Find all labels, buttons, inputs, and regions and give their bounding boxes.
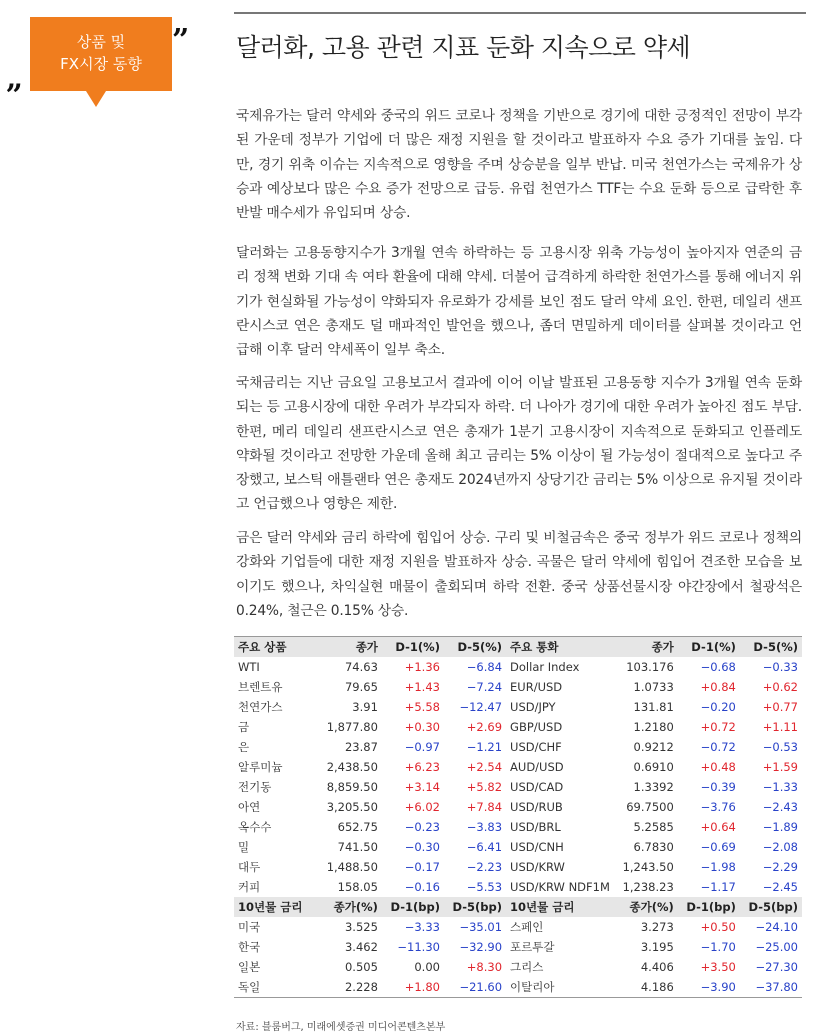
row-label: 금 — [238, 720, 250, 734]
column-header: D-1(%) — [678, 637, 740, 658]
cell-value: +5.58 — [404, 700, 440, 714]
row-label: USD/JPY — [510, 700, 556, 714]
cell-value: 741.50 — [337, 840, 378, 854]
cell-value: +0.62 — [762, 680, 798, 694]
cell-value: 23.87 — [344, 740, 378, 754]
row-label: 독일 — [234, 977, 318, 998]
page-title: 달러화, 고용 관련 지표 둔화 지속으로 약세 — [236, 33, 691, 62]
cell-value: −37.80 — [740, 977, 802, 998]
row-label: 전기동 — [238, 780, 272, 794]
row-label: GBP/USD — [510, 720, 563, 734]
cell-value: +1.36 — [404, 660, 440, 674]
cell-value: +1.43 — [404, 680, 440, 694]
paragraph-treasury: 국채금리는 지난 금요일 고용보고서 결과에 이어 이날 발표된 고용동향 지수가 3개월 연속 둔화되는 등 고용시장에 대한 우려가 부각되자 하락. 더 나아가 경기에 대한 우려가 높아진 점도 부담. 한편, 메리 데일리 샌프란시스코 연은 총재가 1분기 고용시장이 지속적으로 둔화되고 인플레도 약화될 것이라고 전망한 가운데 올해 최고 금리는 5% 이상이 될 가능성이 절대적으로 높다고 주장했고, 보스틱 애틀랜타 연은 총재도 2024년까지 상당기간 금리는 5% 이상으로 유지될 것이라고 언급했으나 영향은 제한. — [236, 375, 802, 513]
table-header-row — [234, 637, 802, 658]
cell-value: −0.69 — [700, 840, 736, 854]
table-row — [234, 757, 802, 777]
cell-value: 131.81 — [633, 700, 674, 714]
cell-value: −2.29 — [762, 860, 798, 874]
cell-value: 0.6910 — [633, 760, 674, 774]
cell-value: +1.80 — [382, 977, 444, 998]
cell-value: −1.33 — [762, 780, 798, 794]
column-header: 주요 상품 — [234, 637, 318, 658]
cell-value: 69.7500 — [626, 800, 674, 814]
cell-value: +2.54 — [466, 760, 503, 774]
cell-value: 1,238.23 — [622, 880, 674, 894]
column-header: D-1(bp) — [678, 897, 740, 917]
cell-value: 1,877.80 — [326, 720, 378, 734]
cell-value: −0.97 — [404, 740, 440, 754]
cell-value: +1.59 — [762, 760, 798, 774]
cell-value: 0.505 — [344, 960, 378, 974]
row-label: 아연 — [238, 800, 261, 814]
cell-value: 652.75 — [337, 820, 378, 834]
column-header: D-1(%) — [382, 637, 444, 658]
cell-value: −0.30 — [404, 840, 440, 854]
cell-value: −2.45 — [762, 880, 798, 894]
row-label: 그리스 — [510, 960, 544, 974]
cell-value: −0.53 — [762, 740, 798, 754]
cell-value: −6.41 — [466, 840, 503, 854]
row-label: USD/RUB — [510, 800, 563, 814]
column-header: 10년물 금리 — [234, 897, 318, 917]
table-row — [234, 777, 802, 797]
cell-value: +0.50 — [700, 920, 736, 934]
cell-value: 2,438.50 — [326, 760, 378, 774]
row-label: Dollar Index — [510, 660, 580, 674]
table-row — [234, 917, 802, 937]
column-header: 종가 — [614, 637, 678, 658]
cell-value: −1.21 — [466, 740, 503, 754]
cell-value: +3.50 — [700, 960, 736, 974]
row-label: USD/KRW — [510, 860, 565, 874]
cell-value: +7.84 — [466, 800, 503, 814]
cell-value: 158.05 — [337, 880, 378, 894]
table-row — [234, 797, 802, 817]
row-label: 은 — [238, 740, 250, 754]
cell-value: −32.90 — [459, 940, 503, 954]
row-label: 커피 — [238, 880, 261, 894]
table-row — [234, 737, 802, 757]
cell-value: 1.3392 — [633, 780, 674, 794]
row-label: USD/CAD — [510, 780, 564, 794]
cell-value: −3.83 — [466, 820, 503, 834]
cell-value: +6.02 — [404, 800, 440, 814]
cell-value: 0.9212 — [633, 740, 674, 754]
cell-value: +8.30 — [466, 960, 503, 974]
cell-value: −1.17 — [700, 880, 736, 894]
cell-value: −25.00 — [755, 940, 798, 954]
cell-value: 79.65 — [344, 680, 378, 694]
cell-value: +3.14 — [404, 780, 440, 794]
cell-value: +0.72 — [700, 720, 736, 734]
cell-value: 1.2180 — [633, 720, 674, 734]
row-label: USD/BRL — [510, 820, 561, 834]
table-header-row — [234, 897, 802, 917]
table-row — [234, 857, 802, 877]
cell-value: −2.23 — [466, 860, 503, 874]
table-row — [234, 837, 802, 857]
row-label: AUD/USD — [510, 760, 564, 774]
cell-value: −6.84 — [466, 660, 503, 674]
cell-value: 5.2585 — [633, 820, 674, 834]
cell-value: −1.98 — [700, 860, 736, 874]
row-label: 일본 — [238, 960, 261, 974]
cell-value: −11.30 — [397, 940, 440, 954]
cell-value: 4.406 — [640, 960, 674, 974]
row-label: 한국 — [238, 940, 261, 954]
column-header: D-5(%) — [444, 637, 506, 658]
row-label: 옥수수 — [238, 820, 272, 834]
paragraph-metals: 금은 달러 약세와 금리 하락에 힘입어 상승. 구리 및 비철금속은 중국 정부가 위드 코로나 정책의 강화와 기업들에 대한 재정 지원을 발표하자 상승. 곡물은 달러 약세에 힘입어 견조한 모습을 보이기도 했으나, 차익실현 매물이 출회되며 하락 전환. 중국 상품선물시장 야간장에서 철광석은 0.24%, 철근은 0.15% 상승. — [236, 530, 802, 619]
row-label: 밀 — [238, 840, 250, 854]
cell-value: 3.91 — [352, 700, 378, 714]
column-header: D-1(bp) — [382, 897, 444, 917]
cell-value: −24.10 — [755, 920, 798, 934]
cell-value: −3.90 — [678, 977, 740, 998]
cell-value: −0.20 — [700, 700, 736, 714]
row-label: 스페인 — [510, 920, 544, 934]
cell-value: 1.0733 — [633, 680, 674, 694]
column-header: 주요 통화 — [506, 637, 614, 658]
row-label: USD/KRW NDF1M — [510, 880, 610, 894]
column-header: 종가(%) — [318, 897, 382, 917]
section-badge — [30, 17, 172, 91]
table-row — [234, 877, 802, 897]
row-label: 포르투갈 — [510, 940, 555, 954]
market-table — [234, 636, 802, 998]
column-header: D-5(bp) — [740, 897, 802, 917]
table-row — [234, 977, 802, 998]
cell-value: −3.76 — [700, 800, 736, 814]
cell-value: +5.82 — [466, 780, 503, 794]
badge-line1: 상품 및 — [76, 33, 126, 51]
cell-value: −7.24 — [466, 680, 503, 694]
source-note: 자료: 블룸버그, 미래에셋증권 미디어콘텐츠본부 — [236, 1022, 446, 1033]
table-row — [234, 677, 802, 697]
row-label: 브렌트유 — [238, 680, 283, 694]
cell-value: −2.08 — [762, 840, 798, 854]
cell-value: −3.33 — [404, 920, 440, 934]
cell-value: 2.228 — [318, 977, 382, 998]
column-header: 종가 — [318, 637, 382, 658]
row-label: USD/CNH — [510, 840, 564, 854]
row-label: 알루미늄 — [238, 760, 283, 774]
title-rule — [234, 12, 806, 14]
cell-value: +0.64 — [700, 820, 736, 834]
cell-value: 3,205.50 — [326, 800, 378, 814]
cell-value: −0.16 — [404, 880, 440, 894]
badge-line2: FX시장 동향 — [60, 55, 142, 73]
cell-value: 6.7830 — [633, 840, 674, 854]
column-header: 종가(%) — [614, 897, 678, 917]
cell-value: −12.47 — [459, 700, 503, 714]
cell-value: −0.23 — [404, 820, 440, 834]
cell-value: −27.30 — [755, 960, 798, 974]
cell-value: +1.11 — [762, 720, 798, 734]
row-label: 이탈리아 — [506, 977, 614, 998]
cell-value: −1.70 — [700, 940, 736, 954]
badge-pointer — [86, 91, 106, 107]
close-quote-icon: ” — [172, 23, 190, 58]
cell-value: 1,243.50 — [622, 860, 674, 874]
table-row — [234, 937, 802, 957]
cell-value: 3.273 — [640, 920, 674, 934]
table-row — [234, 957, 802, 977]
cell-value: −35.01 — [459, 920, 503, 934]
cell-value: −2.43 — [762, 800, 798, 814]
cell-value: −1.89 — [762, 820, 798, 834]
row-label: 미국 — [238, 920, 261, 934]
column-header: 10년물 금리 — [506, 897, 614, 917]
paragraph-oil: 국제유가는 달러 약세와 중국의 위드 코로나 정책을 기반으로 경기에 대한 긍정적인 전망이 부각된 가운데 정부가 기업에 더 많은 재정 지원을 할 것이라고 발표하자 수요 증가 기대를 높임. 다만, 경기 위축 이슈는 지속적으로 영향을 주며 상승분을 일부 반납. 미국 천연가스는 국제유가 상승과 예상보다 많은 수요 증가 전망으로 급등. 유럽 천연가스 TTF는 수요 둔화 등으로 급락한 후 반발 매수세가 유입되며 상승. — [236, 108, 802, 222]
cell-value: 1,488.50 — [326, 860, 378, 874]
table-row — [234, 817, 802, 837]
cell-value: −5.53 — [466, 880, 503, 894]
cell-value: 103.176 — [626, 660, 674, 674]
cell-value: −21.60 — [444, 977, 506, 998]
row-label: 대두 — [238, 860, 261, 874]
cell-value: −0.17 — [404, 860, 440, 874]
row-label: USD/CHF — [510, 740, 562, 754]
cell-value: −0.72 — [700, 740, 736, 754]
cell-value: +2.69 — [466, 720, 503, 734]
cell-value: −0.68 — [700, 660, 736, 674]
cell-value: +0.30 — [404, 720, 440, 734]
column-header: D-5(bp) — [444, 897, 506, 917]
row-label: 천연가스 — [238, 700, 283, 714]
table-row — [234, 657, 802, 677]
table-row — [234, 697, 802, 717]
column-header: D-5(%) — [740, 637, 802, 658]
cell-value: −0.39 — [700, 780, 736, 794]
cell-value: 8,859.50 — [326, 780, 378, 794]
cell-value: +0.48 — [700, 760, 736, 774]
open-quote-icon: „ — [6, 61, 24, 96]
table-row — [234, 717, 802, 737]
cell-value: 74.63 — [344, 660, 378, 674]
cell-value: −0.33 — [762, 660, 798, 674]
cell-value: 4.186 — [614, 977, 678, 998]
cell-value: 0.00 — [414, 960, 440, 974]
cell-value: 3.462 — [344, 940, 378, 954]
paragraph-dollar: 달러화는 고용동향지수가 3개월 연속 하락하는 등 고용시장 위축 가능성이 높아지자 연준의 금리 정책 변화 기대 속 여타 환율에 대해 약세. 더불어 급격하게 하락한 천연가스를 통해 에너지 위기가 현실화될 가능성이 약화되자 유로화가 강세를 보인 점도 달러 약세 요인. 한편, 데일리 샌프란시스코 연은 총재도 덜 매파적인 발언을 했으나, 좀더 면밀하게 데이터를 살펴볼 것이라고 언급해 이후 달러 약세폭이 일부 축소. — [236, 245, 802, 359]
row-label: EUR/USD — [510, 680, 563, 694]
cell-value: 3.195 — [640, 940, 674, 954]
cell-value: +0.84 — [700, 680, 736, 694]
row-label: WTI — [238, 660, 260, 674]
cell-value: 3.525 — [344, 920, 378, 934]
cell-value: +0.77 — [762, 700, 798, 714]
cell-value: +6.23 — [404, 760, 440, 774]
